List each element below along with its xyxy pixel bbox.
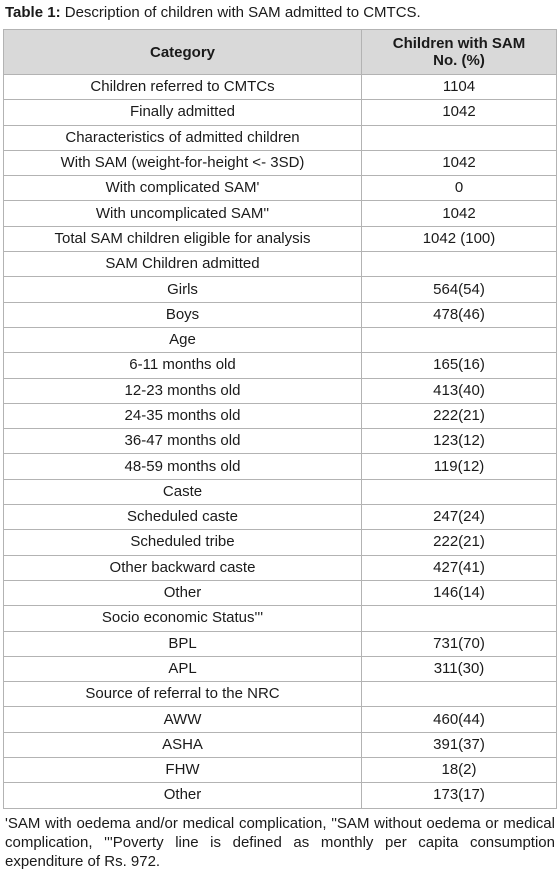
row-category: SAM Children admitted xyxy=(4,252,362,277)
table-body xyxy=(4,75,557,809)
row-category: Socio economic Status''' xyxy=(4,606,362,631)
caption-label: Table 1: xyxy=(5,4,61,21)
row-category: Total SAM children eligible for analysis xyxy=(4,226,362,251)
table-row xyxy=(4,682,557,707)
table-row xyxy=(4,378,557,403)
row-category: Age xyxy=(4,327,362,352)
row-value: 1104 xyxy=(362,75,557,100)
row-value: 247(24) xyxy=(362,505,557,530)
row-value xyxy=(362,479,557,504)
table-row xyxy=(4,505,557,530)
row-category: With uncomplicated SAM'' xyxy=(4,201,362,226)
row-value: 731(70) xyxy=(362,631,557,656)
row-category: Other xyxy=(4,580,362,605)
table-row xyxy=(4,732,557,757)
header-value-line1: Children with SAM xyxy=(392,35,526,52)
row-value xyxy=(362,682,557,707)
row-category: Finally admitted xyxy=(4,100,362,125)
table-header-row xyxy=(4,30,557,75)
row-value: 460(44) xyxy=(362,707,557,732)
row-value: 18(2) xyxy=(362,758,557,783)
row-value xyxy=(362,252,557,277)
row-category: AWW xyxy=(4,707,362,732)
header-children-with-sam xyxy=(362,30,557,75)
row-value: 222(21) xyxy=(362,403,557,428)
table-row xyxy=(4,479,557,504)
row-category: 48-59 months old xyxy=(4,454,362,479)
header-category: Category xyxy=(4,30,362,75)
table-row xyxy=(4,75,557,100)
table-row xyxy=(4,252,557,277)
row-value: 1042 xyxy=(362,201,557,226)
row-value: 413(40) xyxy=(362,378,557,403)
row-category: Characteristics of admitted children xyxy=(4,125,362,150)
table-row xyxy=(4,176,557,201)
table-row xyxy=(4,201,557,226)
table-row xyxy=(4,302,557,327)
row-value: 165(16) xyxy=(362,353,557,378)
table-row xyxy=(4,707,557,732)
table-row xyxy=(4,454,557,479)
table-row xyxy=(4,100,557,125)
row-category: 12-23 months old xyxy=(4,378,362,403)
row-category: Other backward caste xyxy=(4,555,362,580)
row-value: 1042 xyxy=(362,150,557,175)
row-value: 222(21) xyxy=(362,530,557,555)
row-category: 6-11 months old xyxy=(4,353,362,378)
row-category: 24-35 months old xyxy=(4,403,362,428)
row-value xyxy=(362,327,557,352)
row-value: 0 xyxy=(362,176,557,201)
table-row xyxy=(4,555,557,580)
table-row xyxy=(4,606,557,631)
table-row xyxy=(4,530,557,555)
caption-text: Description of children with SAM admitted to CMTCS. xyxy=(60,4,421,21)
row-category: Boys xyxy=(4,302,362,327)
table-caption xyxy=(5,3,421,23)
row-value: 391(37) xyxy=(362,732,557,757)
table-row xyxy=(4,125,557,150)
row-value: 123(12) xyxy=(362,429,557,454)
row-category: FHW xyxy=(4,758,362,783)
table-row xyxy=(4,277,557,302)
table-row xyxy=(4,656,557,681)
row-category: Girls xyxy=(4,277,362,302)
row-value: 427(41) xyxy=(362,555,557,580)
row-category: Source of referral to the NRC xyxy=(4,682,362,707)
table-row xyxy=(4,783,557,808)
header-value-line2: No. (%) xyxy=(433,52,485,69)
row-category: Scheduled tribe xyxy=(4,530,362,555)
row-category: APL xyxy=(4,656,362,681)
row-value: 311(30) xyxy=(362,656,557,681)
table-row xyxy=(4,226,557,251)
row-value: 173(17) xyxy=(362,783,557,808)
row-category: 36-47 months old xyxy=(4,429,362,454)
table-row xyxy=(4,580,557,605)
table-row xyxy=(4,429,557,454)
row-value: 1042 (100) xyxy=(362,226,557,251)
table-row xyxy=(4,150,557,175)
row-category: Caste xyxy=(4,479,362,504)
sam-table xyxy=(3,29,557,809)
row-value: 478(46) xyxy=(362,302,557,327)
row-value: 564(54) xyxy=(362,277,557,302)
table-row xyxy=(4,403,557,428)
row-category: With SAM (weight-for-height <- 3SD) xyxy=(4,150,362,175)
table-row xyxy=(4,353,557,378)
row-value xyxy=(362,606,557,631)
row-value: 146(14) xyxy=(362,580,557,605)
row-category: With complicated SAM' xyxy=(4,176,362,201)
row-category: Children referred to CMTCs xyxy=(4,75,362,100)
row-category: BPL xyxy=(4,631,362,656)
row-category: Scheduled caste xyxy=(4,505,362,530)
row-category: Other xyxy=(4,783,362,808)
table-row xyxy=(4,758,557,783)
table-row xyxy=(4,327,557,352)
table-footnote: 'SAM with oedema and/or medical complication, ''SAM without oedema or medical complication, '''Poverty line is defined as monthly per capita consumption expenditure of Rs. 972. xyxy=(5,815,555,870)
row-value: 1042 xyxy=(362,100,557,125)
row-category: ASHA xyxy=(4,732,362,757)
row-value xyxy=(362,125,557,150)
row-value: 119(12) xyxy=(362,454,557,479)
table-row xyxy=(4,631,557,656)
